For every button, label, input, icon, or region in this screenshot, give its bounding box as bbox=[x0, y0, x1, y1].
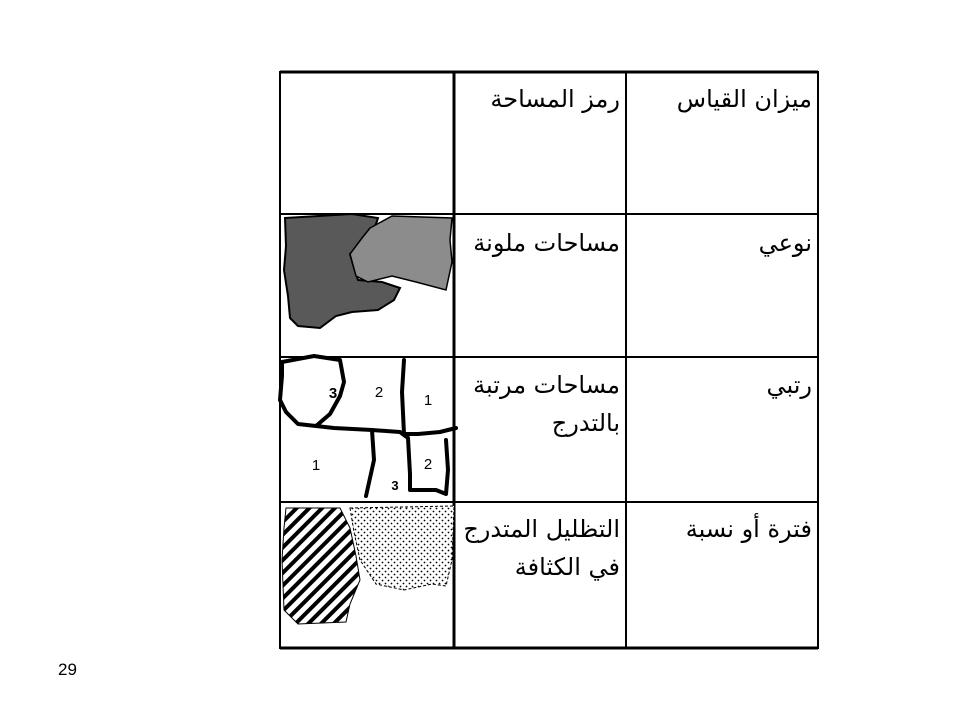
ordinal-label: 3 bbox=[328, 385, 338, 402]
ordinal-areas-symbol bbox=[280, 356, 456, 496]
ordinal-label: 3 bbox=[391, 478, 399, 493]
header-symbol: رمز المساحة bbox=[490, 85, 620, 113]
ordinal-label: 1 bbox=[423, 392, 433, 409]
row-qualitative-scale: نوعي bbox=[758, 229, 812, 257]
ordinal-label: 2 bbox=[374, 384, 384, 401]
row-interval-scale: فترة أو نسبة bbox=[685, 515, 812, 543]
row-ordinal-scale: رتبي bbox=[766, 371, 812, 399]
ordinal-label: 1 bbox=[311, 457, 321, 474]
row-ordinal-symbol: مساحات مرتبة بالتدرج bbox=[473, 371, 620, 437]
page-number: 29 bbox=[58, 660, 77, 679]
header-scale: ميزان القياس bbox=[676, 85, 812, 113]
ordinal-label: 2 bbox=[423, 456, 433, 473]
graded-shading-symbol bbox=[282, 506, 454, 624]
row-qualitative-symbol: مساحات ملونة bbox=[473, 229, 620, 257]
row-interval-symbol: التظليل المتدرج في الكثافة bbox=[463, 515, 620, 581]
colored-areas-symbol bbox=[284, 214, 452, 328]
